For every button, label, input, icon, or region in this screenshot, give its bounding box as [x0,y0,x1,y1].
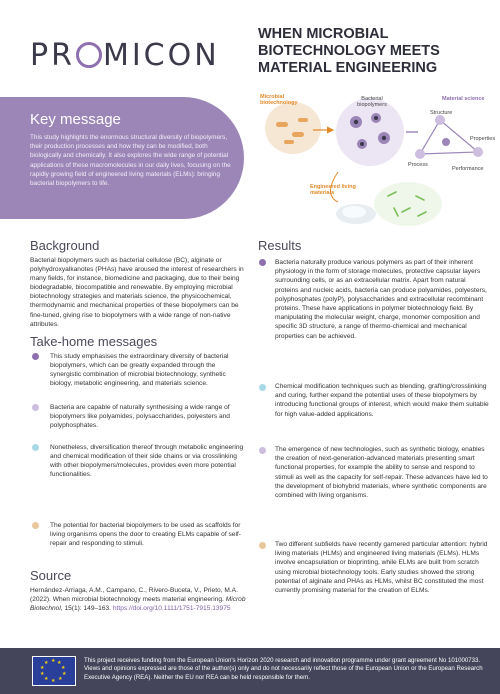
bullet-dot-icon [32,404,39,411]
results-item: Chemical modification techniques such as blending, grafting/crosslinking and curing, further expand the potential uses of these biopolymers by introducing functional groups of interest, which would make them suitable for high value-added applications. [275,383,489,418]
bullet-dot-icon [259,384,266,391]
results-heading: Results [258,238,302,253]
eu-flag-icon: ★ ★ ★ ★ ★ ★ ★ ★ ★ ★ [32,656,76,686]
label-bacterial-biopolymers: Bacterial biopolymers [357,96,387,108]
funding-footer [0,648,500,694]
results-item: Bacteria naturally produce various polymers as part of their inherent physiology in the form of storage molecules, protective capsular layers surrounding cells, or as an extracellular matrix. Apart from natural proteins and nucleic acids, bacteria can produce polyamides, polyesters, polyphosphates (polyP), polysaccharides and extracellular recombinant proteins. These have applications in polymer biotechnology field. By manipulating the molecular weight, charge, monomer composition and specific 3D structure, a range of thermo-chemical and mechanical properties can be achieved. [275,259,487,340]
logo-text-end: MICON [102,38,220,73]
source-heading: Source [30,568,72,583]
label-performance: Performance [452,166,484,172]
journal-name: Microb Biotechnol, [30,596,246,613]
bullet-dot-icon [32,522,39,529]
bullet-dot-icon [32,444,39,451]
label-microbial-biotechnology: Microbial biotechnology [260,94,298,106]
takehome-item: This study emphasises the extraordinary diversity of bacterial biopolymers, which can be greatly expanded through the synergistic combination of microbial biotechnology, synthetic biology, metabolic engineering, and materials science. [50,353,229,388]
logo-circle-icon [76,42,102,68]
source-citation [30,586,248,613]
takehome-heading: Take-home messages [30,334,158,349]
document-title: WHEN MICROBIAL BIOTECHNOLOGY MEETS MATERIAL ENGINEERING [258,26,440,76]
bullet-dot-icon [32,353,39,360]
label-properties: Properties [470,136,496,142]
bullet-dot-icon [259,542,266,549]
label-material-science: Material science [442,96,485,102]
citation-text: Hernández-Arriaga, A.M., Campano, C., Rivero-Buceta, V., Prieto, M.A. (2022). When microbial biotechnology meets material engineering. [30,587,238,604]
key-message-panel [0,97,244,219]
takehome-item: The potential for bacterial biopolymers to be used as scaffolds for living organisms opens the door to creating ELMs capable of self-repair and responding to stimuli. [50,522,241,548]
logo-text-start: PR [30,38,75,73]
label-engineered-living-materials: Engineered living materials [310,184,356,196]
results-item: Two different subfields have recently garnered particular attention: hybrid living materials (HLMs) and engineered living materials (ELMs). HLMs involve encapsulation or bioprinting, while ELMs are built from scratch using microbial biotechnology tools. Early studies showed the strong potential of alginate and PHAs as HLMs, whilst BC constituted the most currently promising material for the creation of ELMs. [275,541,488,595]
key-message-text: This study highlights the enormous structural diversity of biopolymers, their production processes and how they can be modified, both biologically and chemically. It also explores the wide range of potential applications of these macromolecules in our daily lives, focusing on the rapidly growing field of engineered living materials (ELMs): bringing bacterial biopolymers to life. [30,134,231,188]
takehome-item: Nonetheless, diversification thereof through metabolic engineering and chemical modification of their side chains or via crosslinking with other biopolymers/molecules, provides even more potential functionalities. [50,444,244,479]
label-structure: Structure [430,110,453,116]
doi-link[interactable]: https://doi.org/10.1111/1751-7915.13975 [112,605,231,613]
label-processes: Process [408,162,428,168]
background-heading: Background [30,238,100,253]
results-item: The emergence of new technologies, such as synthetic biology, enables the creation of next-generation-advanced materials presenting smart functional properties, for example the ability to sense and respond to stimuli as well as the capacity for self-repair. These advances have led to the development of biohybrid materials, where synthetic components are combined with living organisms. [275,446,488,500]
funding-disclaimer: This project receives funding from the European Union's Horizon 2020 research and innovation programme under grant agreement No 101000733. Views and opinions expressed are those of the author(s) only and do not necessarily reflect those of the European Union or the European Research Executive Agency (REA). Neither the EU nor REA can be held responsible for them. [84,657,483,681]
takehome-item: Bacteria are capable of naturally synthesising a wide range of biopolymers like polyamides, polysaccharides, polyesters and polyphosphates. [50,404,230,430]
bullet-dot-icon [259,447,266,454]
figure-drawing [258,92,490,227]
background-text: Bacterial biopolymers such as bacterial cellulose (BC), alginate or polyhydroxyalkanotes (PHAs) have aroused the interest of researchers in many fields, for instance, biomedicine and packaging, due to their being biodegradable, biocompatible and renewable. By employing microbial biotechnology strategies and materials science, the physicochemical, thermodynamic and mechanical properties of these biopolymers can be fine-tuned, giving rise to biopolymers with a wide range of non-native attributes. [30,257,244,328]
bullet-dot-icon [259,259,266,266]
promicon-logo [30,38,220,73]
volume-pages: 15(1): 149–163. [62,605,113,613]
key-message-heading: Key message [30,111,121,128]
summary-figure [258,92,496,227]
